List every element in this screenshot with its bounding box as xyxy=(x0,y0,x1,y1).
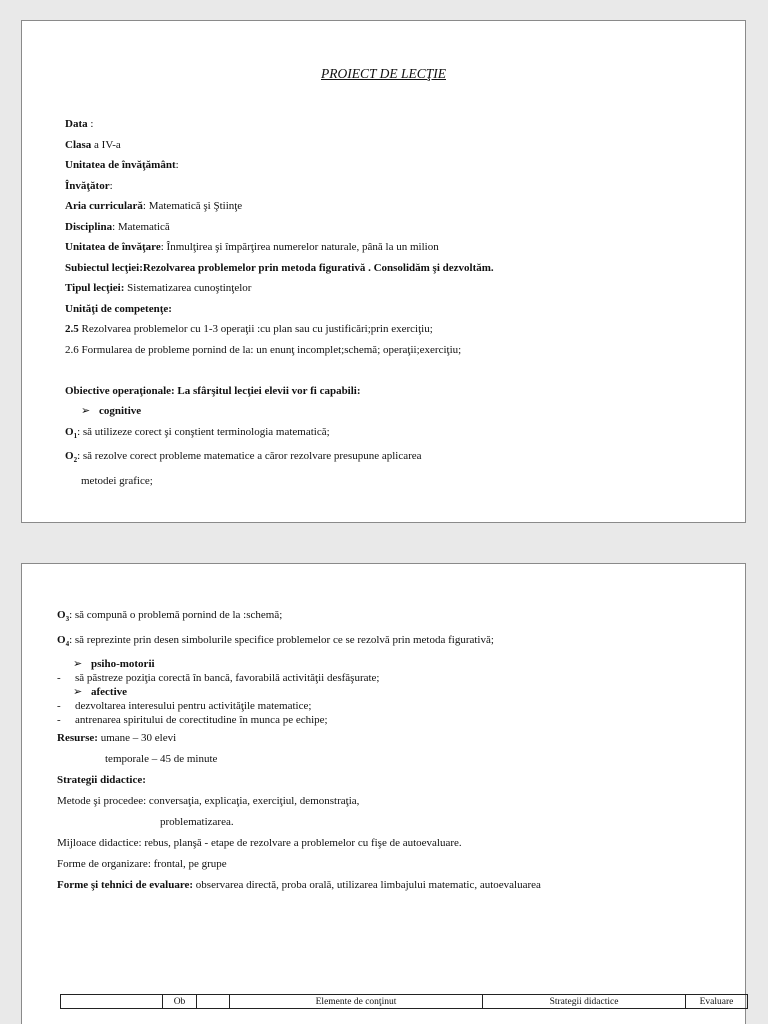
mijloace-didactice: Mijloace didactice: rebus, planşă - etape de rezolvare a problemelor cu fişe de autoevaluare. xyxy=(57,837,462,850)
table-header-elemente: Elemente de conţinut xyxy=(230,995,483,1009)
arrow-bullet-icon: ➢ xyxy=(73,658,83,671)
afective-item-1: - dezvoltarea interesului pentru activităţile matematice; xyxy=(57,700,312,713)
table-header-strategii: Strategii didactice xyxy=(483,995,686,1009)
table-header-row xyxy=(61,995,748,1009)
strategii-heading: Strategii didactice: xyxy=(57,774,146,787)
domain-list xyxy=(57,657,541,727)
objective-o3: $O_3$: să compună o problemă pornind de la :schemă; xyxy=(57,609,283,624)
competenta-2-6: 2.6 Formularea de probleme pornind de la: un enunţ incomplet;schemă; operaţii;exerciţiu; xyxy=(65,343,462,356)
objective-o2-continued: metodei grafice; xyxy=(81,474,153,487)
field-invatator: Învăţător: xyxy=(65,179,113,192)
field-subiectul: Subiectul lecţiei:Rezolvarea problemelor prin metoda figurativă . Consolidăm şi dezvoltăm. xyxy=(65,261,494,274)
field-disciplina: Disciplina: Matematică xyxy=(65,220,170,233)
arrow-bullet-icon: ➢ xyxy=(73,686,83,699)
document-page-1 xyxy=(21,20,746,523)
document-title: PROIECT DE LECŢIE xyxy=(320,66,446,81)
field-aria-curriculara: Aria curriculară: Matematică şi Ştiinţe xyxy=(65,200,243,212)
lesson-table xyxy=(60,994,748,1009)
psiho-motorii-heading: ➢ psiho-motorii xyxy=(73,658,155,671)
field-unitatea-invatamant: Unitatea de învăţământ: xyxy=(65,159,179,171)
resurse-umane: Resurse: umane – 30 elevi xyxy=(57,732,177,745)
afective-heading: ➢ afective xyxy=(73,686,128,699)
metode-procedee: Metode şi procedee: conversaţia, explicaţia, exerciţiul, demonstraţia, xyxy=(57,795,360,808)
table-header-evaluare: Evaluare xyxy=(686,995,748,1009)
forme-organizare: Forme de organizare: frontal, pe grupe xyxy=(57,858,227,871)
table-header-cell xyxy=(61,995,163,1009)
document-page-2 xyxy=(21,563,746,1024)
field-unitatea-invatare: Unitatea de învăţare: Înmulţirea şi împărţirea numerelor naturale, până la un milion xyxy=(65,241,439,253)
objective-o1: $O_1$: să utilizeze corect şi conştient terminologia matematică; xyxy=(65,425,330,440)
lesson-details xyxy=(57,605,541,896)
psiho-motorii-item: - să păstreze poziţia corectă în bancă, favorabilă activităţii desfăşurate; xyxy=(57,672,380,685)
cognitive-heading: ➢ cognitive xyxy=(65,401,494,422)
obiective-heading: Obiective operaţionale: La sfârşitul lecţiei elevii vor fi capabili: xyxy=(65,384,361,397)
objective-o2: $O_2$: să rezolve corect probleme matematice a căror rezolvare presupune aplicarea xyxy=(65,450,422,465)
objective-o4: $O_4$: să reprezinte prin desen simbolurile specifice problemelor ce se rezolvă prin metoda figurativă; xyxy=(57,634,494,649)
table-header-cell xyxy=(197,995,230,1009)
metode-continued: problematizarea. xyxy=(160,816,234,829)
field-tipul-lectiei: Tipul lecţiei: Sistematizarea cunoştinţelor xyxy=(65,282,252,294)
field-data: Data : xyxy=(65,118,94,130)
field-unitati-competente: Unităţi de competenţe: xyxy=(65,302,172,315)
arrow-bullet-icon: ➢ xyxy=(81,405,91,417)
forme-evaluare: Forme şi tehnici de evaluare: observarea directă, proba orală, utilizarea limbajului matematic, autoevaluarea xyxy=(57,879,541,892)
table-header-ob: Ob xyxy=(163,995,197,1009)
field-clasa: Clasa a IV-a xyxy=(65,138,121,151)
lesson-header-fields xyxy=(65,114,494,491)
competenta-2-5: 2.5 Rezolvarea problemelor cu 1-3 operaţii :cu plan sau cu justificări;prin exerciţiu; xyxy=(65,323,433,335)
afective-item-2: - antrenarea spiritului de corectitudine în munca pe echipe; xyxy=(57,714,328,727)
resurse-temporale: temporale – 45 de minute xyxy=(105,753,218,766)
